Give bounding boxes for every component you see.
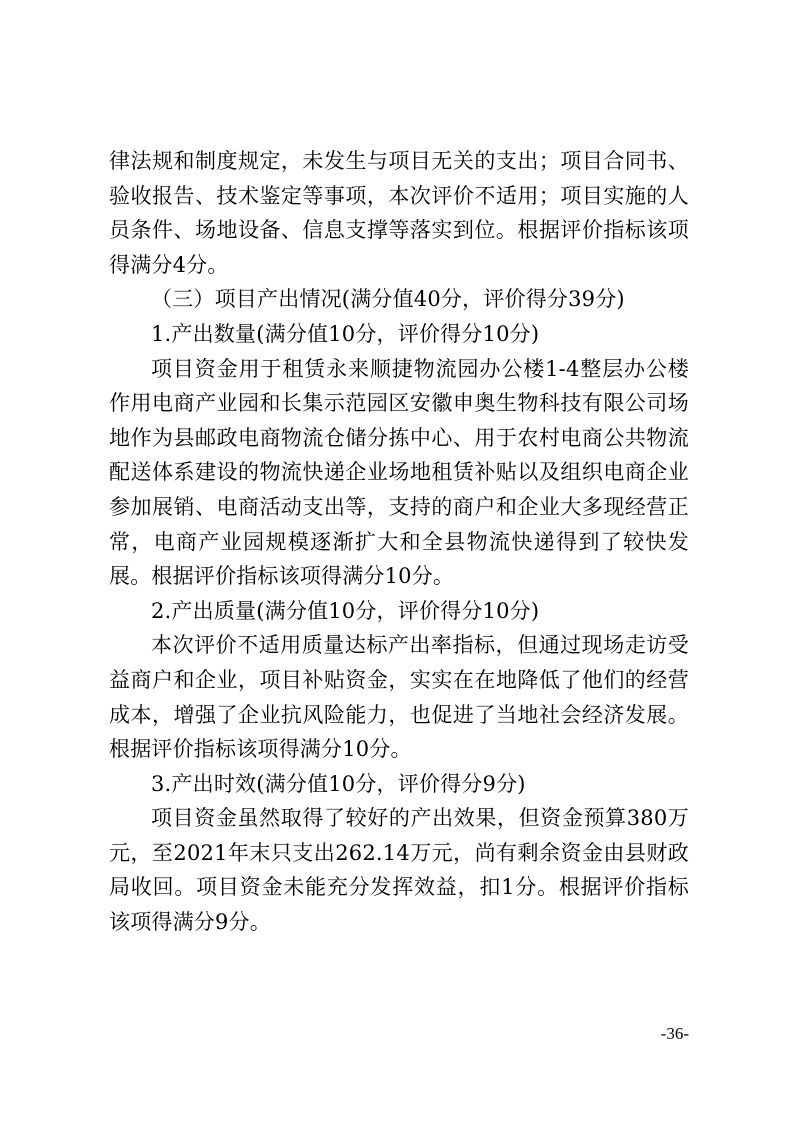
heading-output-quantity: 1.产出数量(满分值10分，评价得分10分) — [151, 321, 540, 346]
heading-output-quality: 2.产出质量(满分值10分，评价得分10分) — [151, 598, 540, 623]
paragraph-compliance: 律法规和制度规定，未发生与项目无关的支出；项目合同书、验收报告、技术鉴定等事项，本次评价不适用；项目实施的人员条件、场地设备、信息支撑等落实到位。根据评价指标该项得满分4分。 — [109, 149, 689, 277]
page-number: -36- — [660, 1024, 689, 1043]
heading-output-timeliness: 3.产出时效(满分值10分，评价得分9分) — [151, 771, 526, 796]
paragraph-output-quality: 本次评价不适用质量达标产出率指标，但通过现场走访受益商户和企业，项目补贴资金，实实在在地降低了他们的经营成本，增强了企业抗风险能力，也促进了当地社会经济发展。根据评价指标该项得满分10分。 — [109, 633, 689, 762]
paragraph-output-timeliness: 项目资金虽然取得了较好的产出效果，但资金预算380万元，至2021年末只支出262.14万元，尚有剩余资金由县财政局收回。项目资金未能充分发挥效益，扣1分。根据评价指标该项得满分9分。 — [109, 806, 689, 935]
body-text — [109, 144, 689, 940]
heading-output-situation: （三）项目产出情况(满分值40分，评价得分39分) — [151, 287, 625, 312]
paragraph-output-quantity: 项目资金用于租赁永来顺捷物流园办公楼1-4整层办公楼作用电商产业园和长集示范园区安徽申奥生物科技有限公司场地作为县邮政电商物流仓储分拣中心、用于农村电商公共物流配送体系建设的物流快递企业场地租赁补贴以及组织电商企业参加展销、电商活动支出等，支持的商户和企业大多现经营正常，电商产业园规模逐渐扩大和全县物流快递得到了较快发展。根据评价指标该项得满分10分。 — [109, 356, 689, 589]
